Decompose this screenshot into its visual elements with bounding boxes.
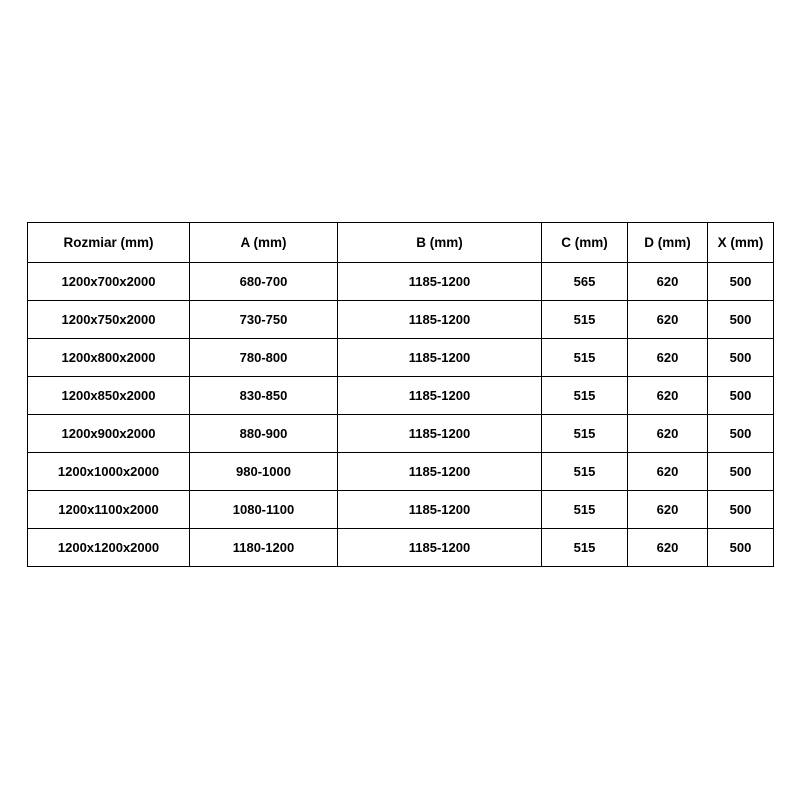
column-header-c: C (mm)	[542, 223, 628, 263]
cell-rozmiar: 1200x1100x2000	[28, 491, 190, 529]
cell-c: 515	[542, 491, 628, 529]
cell-a: 980-1000	[190, 453, 338, 491]
cell-c: 515	[542, 453, 628, 491]
cell-b: 1185-1200	[338, 263, 542, 301]
cell-x: 500	[708, 377, 774, 415]
cell-b: 1185-1200	[338, 529, 542, 567]
table-row	[28, 415, 774, 453]
table-row	[28, 491, 774, 529]
cell-x: 500	[708, 453, 774, 491]
table-row	[28, 339, 774, 377]
cell-rozmiar: 1200x1000x2000	[28, 453, 190, 491]
cell-rozmiar: 1200x900x2000	[28, 415, 190, 453]
cell-rozmiar: 1200x800x2000	[28, 339, 190, 377]
size-table-container	[27, 222, 773, 567]
cell-a: 880-900	[190, 415, 338, 453]
table-row	[28, 529, 774, 567]
cell-x: 500	[708, 263, 774, 301]
cell-d: 620	[628, 529, 708, 567]
cell-d: 620	[628, 453, 708, 491]
cell-rozmiar: 1200x850x2000	[28, 377, 190, 415]
cell-a: 780-800	[190, 339, 338, 377]
table-body	[28, 263, 774, 567]
column-header-x: X (mm)	[708, 223, 774, 263]
cell-a: 830-850	[190, 377, 338, 415]
table-row	[28, 453, 774, 491]
cell-c: 515	[542, 377, 628, 415]
cell-b: 1185-1200	[338, 339, 542, 377]
column-header-b: B (mm)	[338, 223, 542, 263]
cell-x: 500	[708, 491, 774, 529]
cell-d: 620	[628, 301, 708, 339]
cell-rozmiar: 1200x700x2000	[28, 263, 190, 301]
size-table	[27, 222, 774, 567]
column-header-rozmiar: Rozmiar (mm)	[28, 223, 190, 263]
cell-x: 500	[708, 529, 774, 567]
cell-c: 515	[542, 301, 628, 339]
cell-a: 680-700	[190, 263, 338, 301]
cell-d: 620	[628, 263, 708, 301]
cell-a: 1080-1100	[190, 491, 338, 529]
cell-a: 1180-1200	[190, 529, 338, 567]
cell-x: 500	[708, 301, 774, 339]
cell-c: 515	[542, 415, 628, 453]
cell-x: 500	[708, 415, 774, 453]
cell-d: 620	[628, 491, 708, 529]
cell-c: 515	[542, 339, 628, 377]
table-header-row	[28, 223, 774, 263]
column-header-d: D (mm)	[628, 223, 708, 263]
table-row	[28, 377, 774, 415]
column-header-a: A (mm)	[190, 223, 338, 263]
cell-c: 515	[542, 529, 628, 567]
cell-d: 620	[628, 415, 708, 453]
cell-b: 1185-1200	[338, 491, 542, 529]
cell-rozmiar: 1200x1200x2000	[28, 529, 190, 567]
cell-c: 565	[542, 263, 628, 301]
cell-b: 1185-1200	[338, 377, 542, 415]
cell-b: 1185-1200	[338, 301, 542, 339]
cell-x: 500	[708, 339, 774, 377]
cell-a: 730-750	[190, 301, 338, 339]
cell-d: 620	[628, 377, 708, 415]
table-row	[28, 263, 774, 301]
cell-d: 620	[628, 339, 708, 377]
table-row	[28, 301, 774, 339]
cell-rozmiar: 1200x750x2000	[28, 301, 190, 339]
cell-b: 1185-1200	[338, 453, 542, 491]
cell-b: 1185-1200	[338, 415, 542, 453]
table-header	[28, 223, 774, 263]
